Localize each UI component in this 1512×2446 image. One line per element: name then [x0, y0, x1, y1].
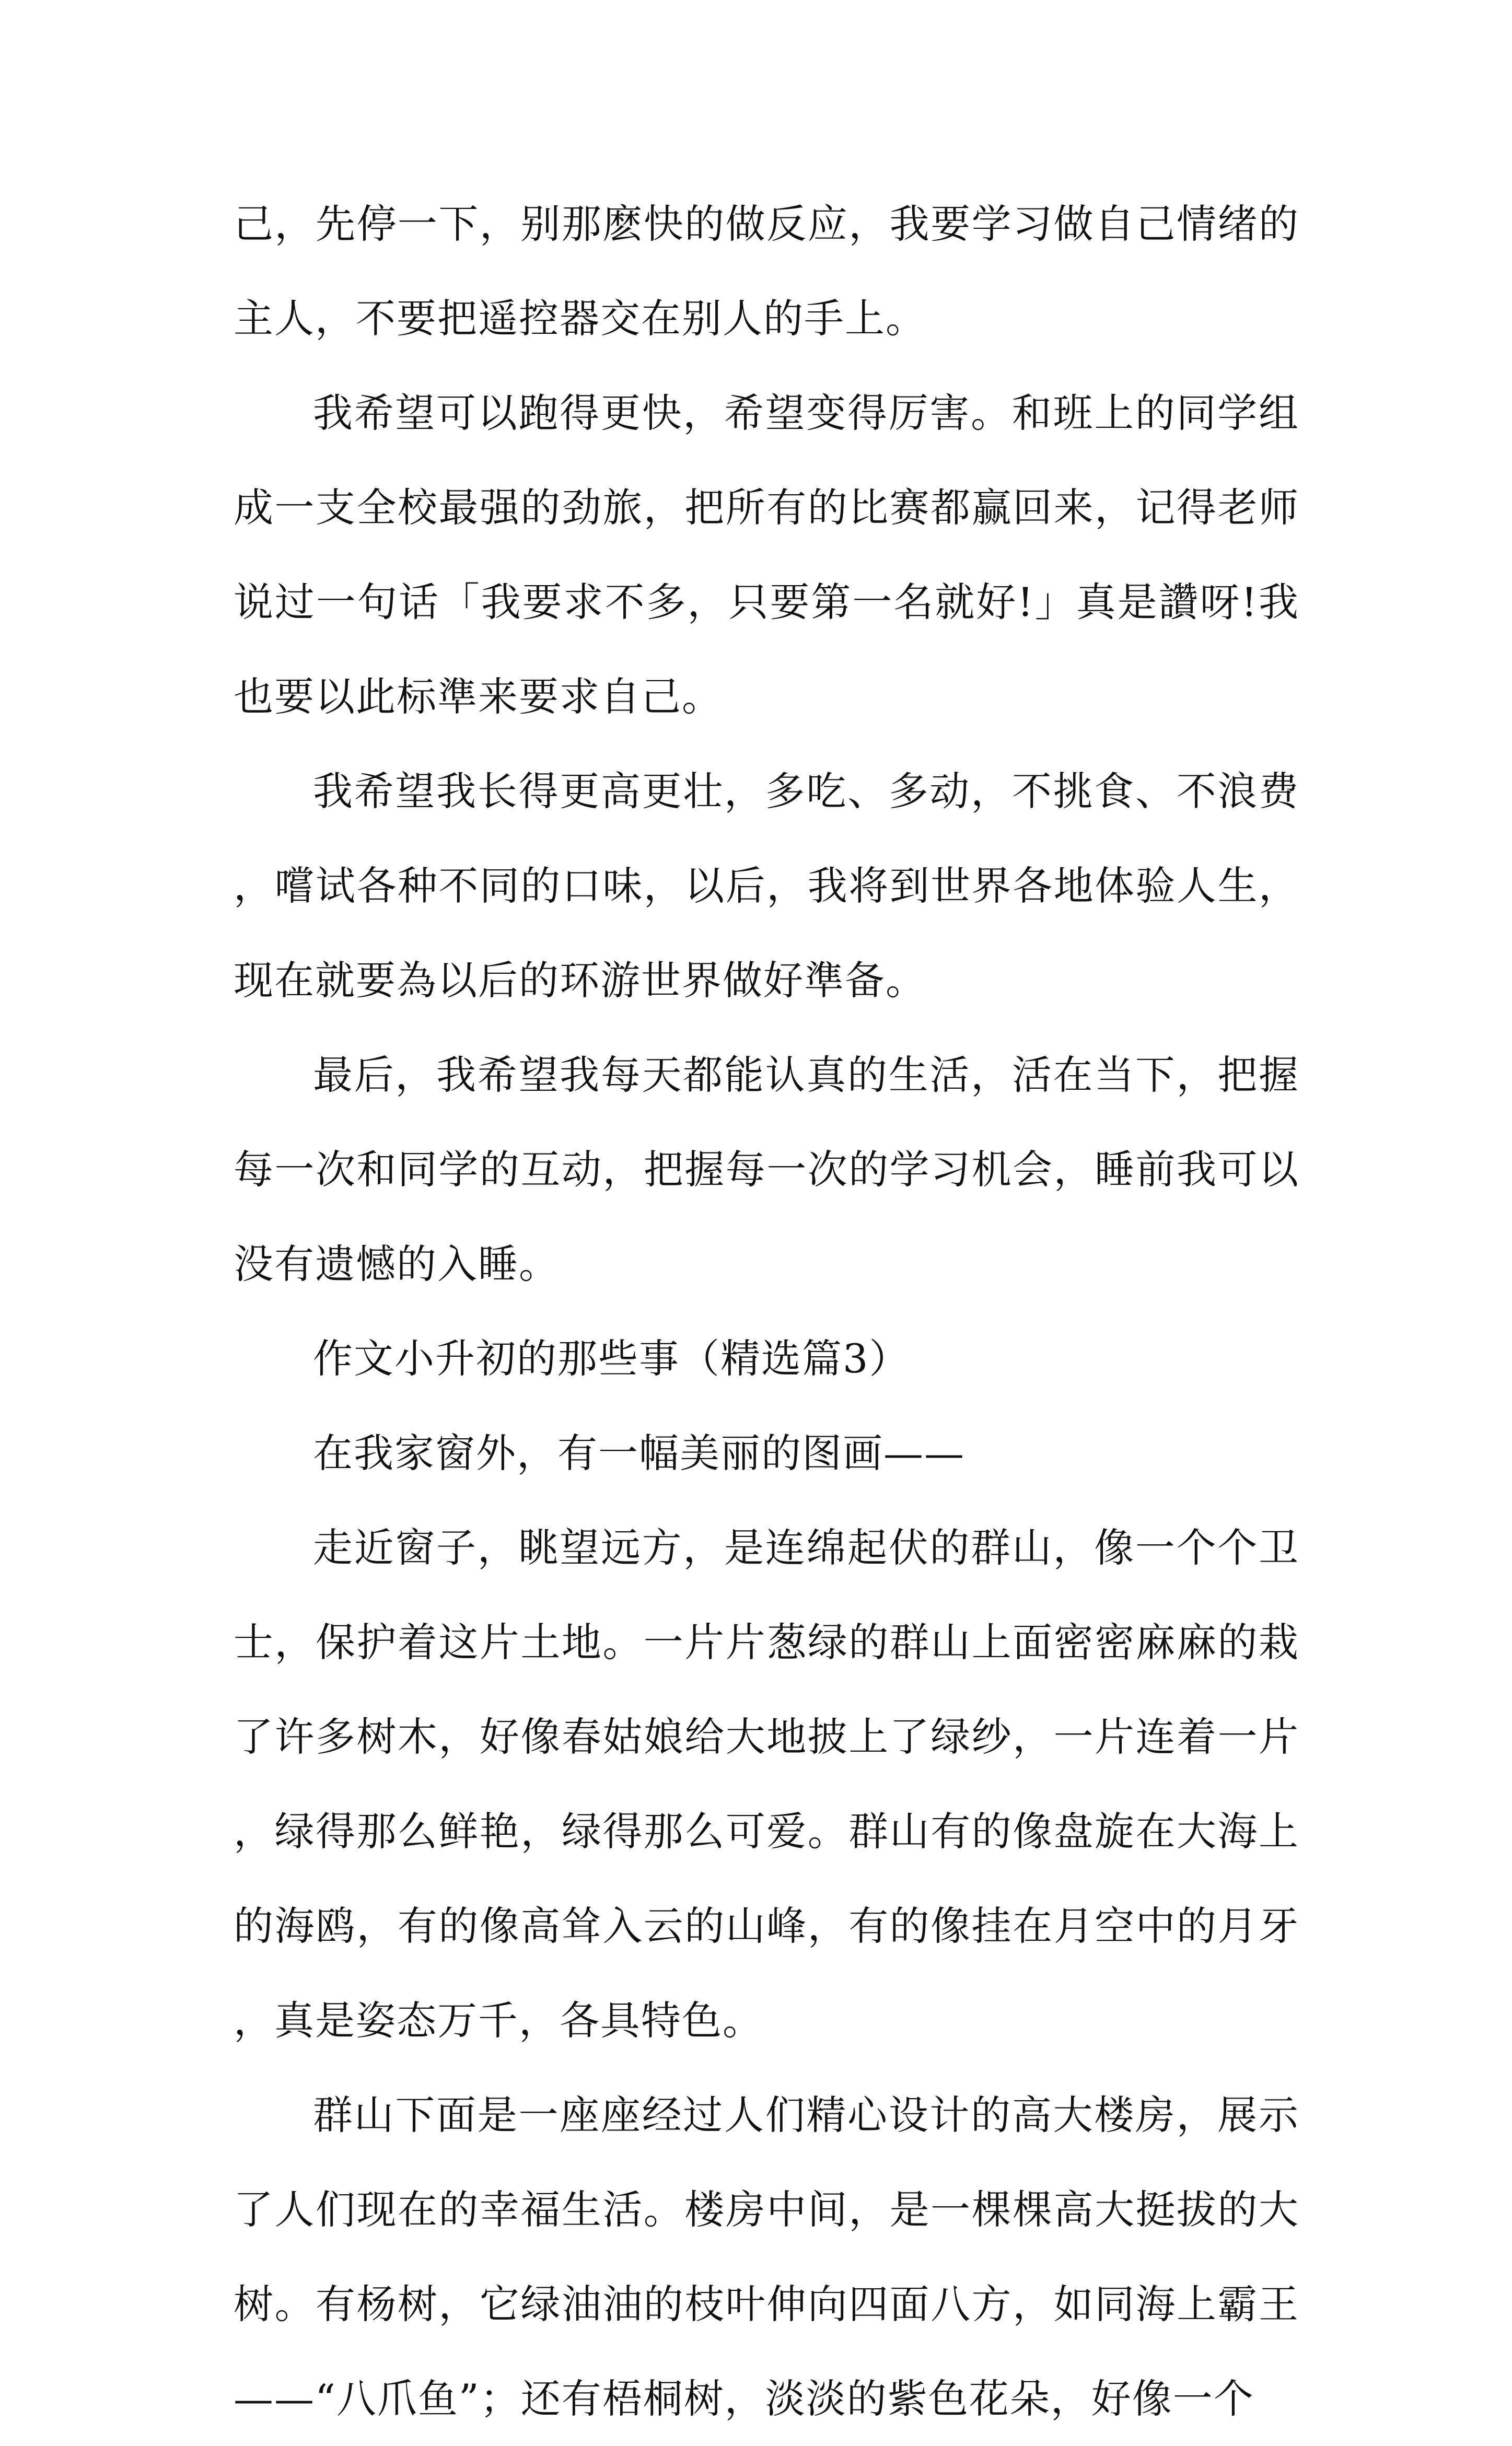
paragraph-2: 我希望可以跑得更快，希望变得厉害。和班上的同学组成一支全校最强的劲旅，把所有的比赛都赢回来，记得老师说过一句话「我要求不多，只要第一名就好!」真是讚呀!我也要以此标準来要求自己。: [234, 390, 1299, 720]
paragraph-1: 己，先停一下，别那麽快的做反应，我要学习做自己情绪的主人，不要把遥控器交在别人的手上。: [234, 201, 1299, 342]
paragraph-7: 走近窗子，眺望远方，是连绵起伏的群山，像一个个卫士，保护着这片土地。一片片葱绿的群山上面密密麻麻的栽了许多树木，好像春姑娘给大地披上了绿纱，一片连着一片，绿得那么鲜艳，绿得那么可爱。群山有的像盘旋在大海上的海鸥，有的像高耸入云的山峰，有的像挂在月空中的月牙，真是姿态万千，各具特色。: [234, 1524, 1299, 2044]
paragraph-4: 最后，我希望我每天都能认真的生活，活在当下，把握每一次和同学的互动，把握每一次的学习机会，睡前我可以没有遗憾的入睡。: [234, 1052, 1299, 1287]
paragraph-8: 群山下面是一座座经过人们精心设计的高大楼房，展示了人们现在的幸福生活。楼房中间，是一棵棵高大挺拔的大树。有杨树，它绿油油的枝叶伸向四面八方，如同海上霸王——“八爪鱼”；还有梧桐树，淡淡的紫色花朵，好像一个: [234, 2092, 1299, 2422]
section-heading: 作文小升初的那些事（精选篇3）: [313, 1335, 910, 1382]
document-body: [234, 177, 1299, 2446]
paragraph-6: 在我家窗外，有一幅美丽的图画——: [313, 1430, 965, 1476]
paragraph-3: 我希望我长得更高更壮，多吃、多动，不挑食、不浪费，嚐试各种不同的口味，以后，我将到世界各地体验人生，现在就要為以后的环游世界做好準备。: [234, 768, 1299, 1004]
